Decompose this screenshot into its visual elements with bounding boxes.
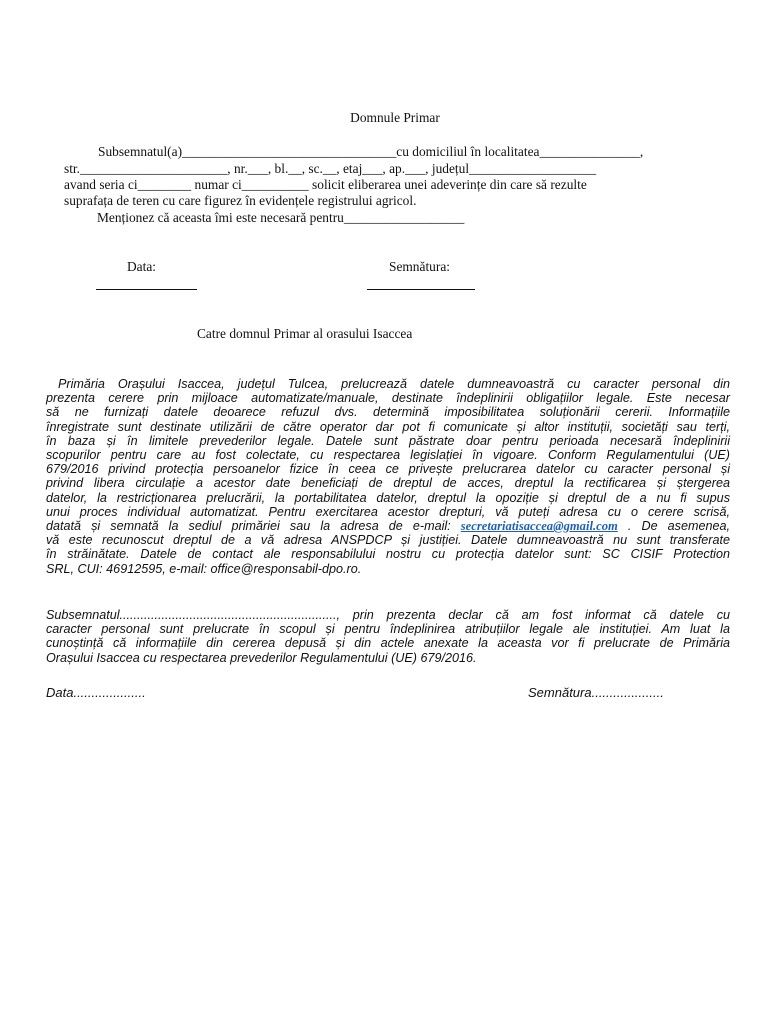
gdpr-line: scopurilor pentru care au fost colectate, cu respectarea legislației în vigoare. Conform Regulamentului (UE) bbox=[46, 448, 730, 463]
signature-label: Semnătura: bbox=[389, 259, 450, 274]
footer-signature: Semnătura.................... bbox=[528, 685, 664, 700]
request-line-4: suprafața de teren cu care figurez în evidențele registrului agricol. bbox=[64, 193, 417, 208]
gdpr-email-line bbox=[46, 519, 730, 533]
gdpr-line: prezenta cerere prin mijloace automatizate/manuale, destinate îndeplinirii obligațiilor legale. Este necesar bbox=[46, 391, 730, 406]
addressee: Catre domnul Primar al orasului Isaccea bbox=[197, 326, 413, 341]
gdpr-line: vă este recunoscut dreptul de a vă adresa ANSPDCP și justiției. Datele dumneavoastră nu sunt transferate bbox=[46, 533, 730, 548]
gdpr-line: să ne furnizați datele deoarece refuzul dvs. determină imposibilitatea soluționării cererii. Informațiile bbox=[46, 405, 730, 420]
gdpr-line: înregistrate sunt destinate utilizării de către operator dar pot fi comunicate și altor instituții, societăți sau terți, bbox=[46, 419, 730, 434]
gdpr-email-after: . De asemenea, bbox=[627, 519, 730, 534]
gdpr-notice bbox=[46, 377, 730, 576]
footer-date: Data.................... bbox=[46, 685, 146, 700]
gdpr-line: unui proces individual automatizat. Pentru exercitarea acestor drepturi, vă puteți adresa cu o cerere scrisă, bbox=[46, 504, 730, 519]
gdpr-line: 679/2016 privind protecția persoanelor fizice în ceea ce privește prelucrarea datelor cu caracter personal și bbox=[46, 462, 730, 477]
consent-declaration bbox=[46, 608, 730, 665]
gdpr-line: SRL, CUI: 46912595, e-mail: office@responsabil-dpo.ro. bbox=[46, 561, 362, 576]
date-label: Data: bbox=[127, 259, 156, 274]
email-link[interactable]: secretariatisaccea@gmail.com bbox=[460, 519, 618, 534]
gdpr-line: Primăria Orașului Isaccea, județul Tulcea, prelucrează datele dumneavoastră cu caracter personal din bbox=[58, 377, 730, 391]
gdpr-email-before: datată și semnată la sediul primăriei sau la adresa de e-mail: bbox=[46, 519, 451, 534]
gdpr-line: în baza și în limitele prevederilor legale. Datele sunt păstrate doar pentru perioada necesară îndeplinirii bbox=[46, 433, 730, 448]
page-title: Domnule Primar bbox=[350, 110, 440, 125]
request-line-3: avand seria ci________ numar ci__________ solicit eliberarea unei adeverințe din care să rezulte bbox=[64, 177, 587, 192]
consent-line: caracter personal sunt prelucrate în scopul și pentru îndeplinirea atribuțiilor legale ale instituției. Am luat la bbox=[46, 622, 730, 637]
request-line-1: Subsemnatul(a)________________________________cu domiciliul în localitatea_______________, bbox=[98, 144, 644, 159]
gdpr-line: privind libera circulație a acestor date beneficiați de dreptul de acces, dreptul la rectificarea și ștergerea bbox=[46, 476, 730, 491]
consent-line: Subsemnatul.............................................................., prin prezenta declar că am fost informat că datele cu bbox=[46, 608, 730, 622]
date-signature-line bbox=[96, 289, 197, 290]
request-line-2: str.______________________, nr.___, bl.__, sc.__, etaj___, ap.___, județul___________________ bbox=[64, 161, 597, 176]
consent-line: cunoștință că informațiile din cererea depusă și din actele anexate la aceasta vor fi prelucrate de Primăria bbox=[46, 636, 730, 651]
gdpr-line: în străinătate. Datele de contact ale responsabilului nostru cu protecția datelor sunt: SC CISIF Protection bbox=[46, 547, 730, 562]
consent-line: Orașului Isaccea cu respectarea prevederilor Regulamentului (UE) 679/2016. bbox=[46, 650, 477, 665]
signature-line bbox=[367, 289, 475, 290]
request-line-5: Menționez că aceasta îmi este necesară pentru__________________ bbox=[97, 210, 465, 225]
gdpr-line: datelor, la restricționarea prelucrării, la portabilitatea datelor, dreptul la opoziție și dreptul de a nu fi supus bbox=[46, 490, 730, 505]
